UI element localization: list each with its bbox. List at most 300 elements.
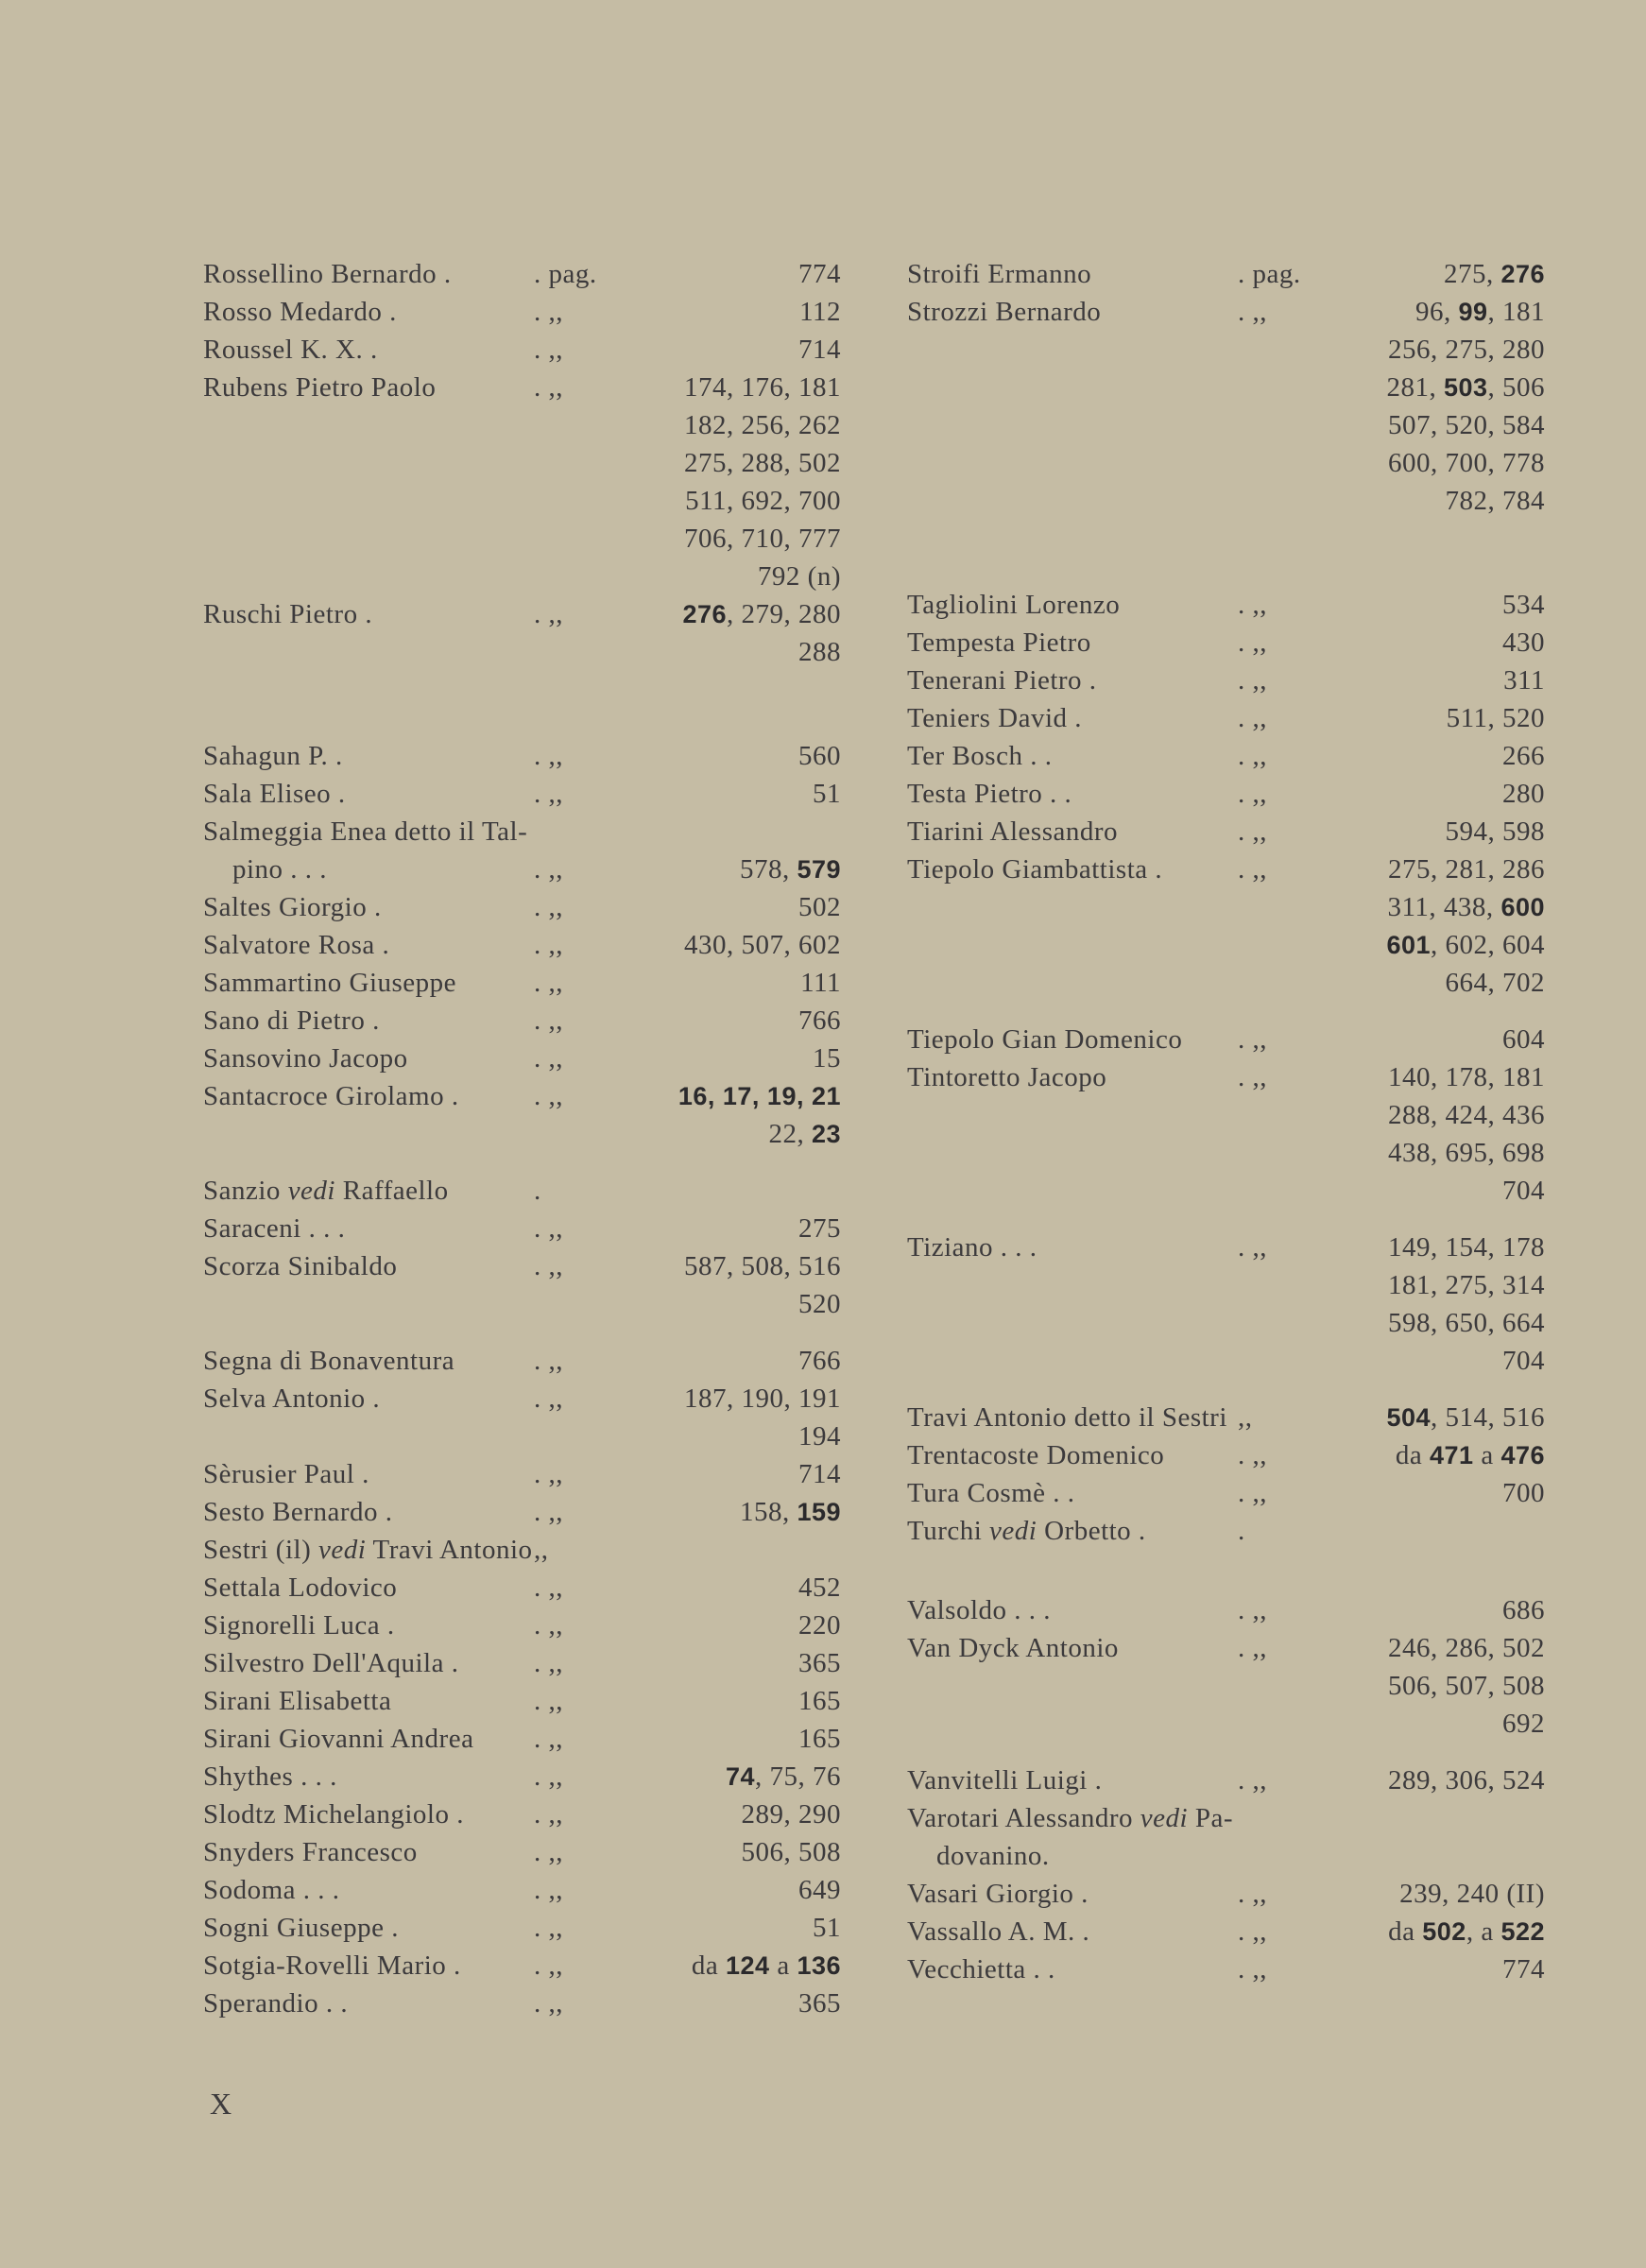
entry-pages	[643, 1040, 841, 1077]
entry-name: Vassallo A. M. .	[907, 1916, 1090, 1947]
entry-name: Rosso Medardo .	[203, 297, 397, 327]
entry-name: Sala Eliseo .	[203, 779, 346, 809]
entry-name: Teniers David .	[907, 703, 1083, 733]
page-refs-line: 22, 23	[768, 1119, 841, 1149]
entry-leader: . ,,	[1238, 627, 1267, 658]
page-refs-line: 311, 438, 600	[1387, 892, 1545, 922]
entry-leader: . ,,	[534, 1648, 563, 1678]
entry-pages	[643, 1644, 841, 1682]
page-refs-line: 96, 99, 181	[1415, 297, 1545, 327]
index-entry	[907, 1591, 1559, 1629]
index-entry	[203, 964, 855, 1002]
entry-pages	[643, 1380, 841, 1455]
page-refs-line: 275, 276	[1443, 259, 1545, 289]
index-entry	[203, 369, 855, 595]
entry-pages	[643, 964, 841, 1002]
page-refs-line: 194	[798, 1421, 841, 1452]
entry-pages	[643, 1569, 841, 1606]
entry-leader: . ,,	[534, 1799, 563, 1830]
entry-spacer	[203, 1153, 855, 1172]
page-refs-line: 15	[813, 1043, 841, 1074]
index-entry	[203, 1172, 855, 1210]
page-refs-line: 280	[1502, 779, 1545, 809]
page-refs-line: 587, 508, 516	[684, 1251, 841, 1281]
entry-name: Slodtz Michelangiolo .	[203, 1799, 464, 1830]
page-refs-line: 706, 710, 777	[684, 524, 841, 554]
entry-name: Salmeggia Enea detto il Tal-	[203, 816, 528, 847]
index-entry	[907, 1761, 1559, 1799]
entry-name: Salvatore Rosa .	[203, 930, 390, 960]
index-entry	[203, 1531, 855, 1569]
entry-leader: . ,,	[534, 854, 563, 885]
entry-name: Ruschi Pietro .	[203, 599, 373, 629]
page-refs-line: 365	[798, 1648, 841, 1678]
entry-leader: . ,,	[534, 1251, 563, 1281]
entry-name: Tempesta Pietro	[907, 627, 1091, 658]
index-entry	[203, 1796, 855, 1833]
page-refs-line: 266	[1502, 741, 1545, 771]
index-entry	[203, 1833, 855, 1871]
entry-name: Valsoldo . . .	[907, 1595, 1051, 1625]
entry-pages	[1346, 813, 1545, 850]
page-refs-line: 165	[798, 1724, 841, 1754]
entry-name: Saraceni . . .	[203, 1213, 346, 1244]
page-refs-line: 520	[798, 1289, 841, 1319]
page-refs-line: 792 (n)	[757, 561, 841, 592]
entry-pages	[1346, 1021, 1545, 1058]
entry-spacer	[907, 1550, 1559, 1591]
page-refs-line: 288	[798, 637, 841, 667]
index-entry	[907, 813, 1559, 850]
page-refs-line: 534	[1502, 590, 1545, 620]
entry-leader: .	[1238, 1516, 1245, 1546]
index-entry	[203, 737, 855, 775]
index-entry	[203, 1342, 855, 1380]
entry-pages	[1346, 1629, 1545, 1743]
entry-pages	[643, 926, 841, 964]
index-entry	[203, 1247, 855, 1323]
index-entry	[203, 813, 855, 850]
entry-pages	[643, 1947, 841, 1984]
index-entry	[907, 1474, 1559, 1512]
entry-leader: . pag.	[534, 259, 597, 289]
entry-pages	[643, 1984, 841, 2022]
entry-name: Tura Cosmè . .	[907, 1478, 1075, 1508]
entry-name: Sahagun P. .	[203, 741, 343, 771]
entry-name: Sano di Pietro .	[203, 1005, 380, 1036]
entry-leader: ,,	[1238, 1402, 1253, 1433]
page-refs-line: da 471 a 476	[1395, 1440, 1545, 1470]
entry-leader: . ,,	[1238, 1595, 1267, 1625]
index-entry	[203, 1077, 855, 1153]
entry-pages	[643, 1720, 841, 1758]
index-entry	[203, 1871, 855, 1909]
entry-leader: . ,,	[1238, 779, 1267, 809]
entry-leader: . ,,	[534, 335, 563, 365]
index-entry	[907, 1913, 1559, 1950]
index-entry	[203, 1644, 855, 1682]
page-refs-line: 275, 288, 502	[684, 448, 841, 478]
entry-leader: . ,,	[534, 372, 563, 403]
entry-name: Turchi vedi Orbetto .	[907, 1516, 1146, 1546]
entry-name: Tiepolo Gian Domenico	[907, 1024, 1183, 1055]
page-refs-line: 600, 700, 778	[1388, 448, 1545, 478]
entry-leader: . ,,	[534, 1572, 563, 1603]
index-entry	[907, 775, 1559, 813]
page-refs-line: 766	[798, 1346, 841, 1376]
page-refs-line: 365	[798, 1988, 841, 2019]
index-entry	[907, 1629, 1559, 1743]
entry-spacer	[203, 671, 855, 737]
page-refs-line: 149, 154, 178	[1388, 1232, 1545, 1263]
index-entry	[907, 699, 1559, 737]
page-refs-line: 438, 695, 698	[1388, 1138, 1545, 1168]
page-refs-line: 774	[1502, 1954, 1545, 1984]
entry-name: Settala Lodovico	[203, 1572, 398, 1603]
entry-leader: .	[534, 1176, 541, 1206]
page-refs-line: 275	[798, 1213, 841, 1244]
entry-name: Sammartino Giuseppe	[203, 968, 457, 998]
entry-name: Roussel K. X. .	[203, 335, 378, 365]
page-refs-line: 782, 784	[1445, 486, 1545, 516]
index-entry	[203, 255, 855, 293]
entry-spacer	[907, 1002, 1559, 1021]
entry-name: Shythes . . .	[203, 1761, 337, 1792]
entry-pages	[643, 850, 841, 888]
index-entry	[907, 1950, 1559, 1988]
entry-leader: . ,,	[534, 1459, 563, 1489]
entry-leader: . pag.	[1238, 259, 1301, 289]
entry-leader: . ,,	[1238, 1954, 1267, 1984]
entry-leader: . ,,	[534, 599, 563, 629]
page-refs-line: da 502, a 522	[1388, 1916, 1545, 1947]
index-entry	[203, 1682, 855, 1720]
page-refs-line: 578, 579	[739, 854, 841, 885]
entry-leader: . ,,	[534, 1913, 563, 1943]
entry-spacer	[203, 1323, 855, 1342]
entry-name: Sirani Elisabetta	[203, 1686, 392, 1716]
page-refs-line: 311	[1503, 665, 1545, 696]
index-entry	[907, 662, 1559, 699]
entry-leader: . ,,	[534, 1213, 563, 1244]
page-refs-line: 74, 75, 76	[725, 1761, 841, 1792]
entry-pages	[643, 293, 841, 331]
page-refs-line: 220	[798, 1610, 841, 1641]
page-refs-line: 246, 286, 502	[1388, 1633, 1545, 1663]
entry-pages	[1346, 1950, 1545, 1988]
page-refs-line: 704	[1502, 1346, 1545, 1376]
entry-pages	[1346, 699, 1545, 737]
entry-name: Sèrusier Paul .	[203, 1459, 369, 1489]
page-refs-line: 704	[1502, 1176, 1545, 1206]
entry-name: Rubens Pietro Paolo	[203, 372, 437, 403]
page-refs-line: 187, 190, 191	[684, 1383, 841, 1414]
entry-pages	[643, 1909, 841, 1947]
index-entry	[907, 737, 1559, 775]
page-refs-line: 276, 279, 280	[682, 599, 841, 629]
entry-leader: . ,,	[1238, 1879, 1267, 1909]
entry-name: Tiziano . . .	[907, 1232, 1037, 1263]
entry-leader: . ,,	[1238, 590, 1267, 620]
page-refs-line: 692	[1502, 1709, 1545, 1739]
entry-leader: . ,,	[534, 968, 563, 998]
entry-pages	[643, 1871, 841, 1909]
entry-leader: . ,,	[1238, 1440, 1267, 1470]
index-entry	[907, 1399, 1559, 1436]
entry-leader: . ,,	[534, 1724, 563, 1754]
entry-leader: . ,,	[1238, 1062, 1267, 1092]
entry-leader: . ,,	[534, 1081, 563, 1111]
entry-name: dovanino.	[907, 1841, 1050, 1871]
entry-leader: . ,,	[534, 779, 563, 809]
entry-leader: . ,,	[534, 741, 563, 771]
entry-leader: . ,,	[1238, 1633, 1267, 1663]
entry-name: Stroifi Ermanno	[907, 259, 1092, 289]
index-entry	[907, 1799, 1559, 1837]
entry-leader: . ,,	[534, 297, 563, 327]
entry-pages	[1346, 662, 1545, 699]
entry-pages	[643, 369, 841, 595]
entry-pages	[1346, 1436, 1545, 1474]
page-refs-line: 111	[800, 968, 841, 998]
entry-pages	[643, 1682, 841, 1720]
page-refs-line: 174, 176, 181	[684, 372, 841, 403]
page-refs-line: 165	[798, 1686, 841, 1716]
entry-leader: . ,,	[1238, 1765, 1267, 1796]
page-folio: X	[210, 2087, 232, 2121]
index-entry	[203, 1002, 855, 1040]
entry-pages	[1346, 1761, 1545, 1799]
entry-name: Strozzi Bernardo	[907, 297, 1102, 327]
entry-leader: . ,,	[1238, 1024, 1267, 1055]
page-refs-line: 51	[813, 779, 841, 809]
index-entry	[907, 1436, 1559, 1474]
entry-leader: . ,,	[534, 1761, 563, 1792]
page-refs-line: 598, 650, 664	[1388, 1308, 1545, 1338]
entry-name: Vasari Giorgio .	[907, 1879, 1089, 1909]
entry-name: Saltes Giorgio .	[203, 892, 382, 922]
index-entry	[203, 1720, 855, 1758]
index-entry	[907, 1058, 1559, 1210]
entry-name: Sotgia-Rovelli Mario .	[203, 1950, 461, 1981]
index-entry	[203, 293, 855, 331]
index-entry	[203, 850, 855, 888]
entry-name: Sestri (il) vedi Travi Antonio	[203, 1535, 533, 1565]
entry-pages	[643, 1342, 841, 1380]
entry-pages	[1346, 775, 1545, 813]
entry-name: Tiarini Alessandro	[907, 816, 1119, 847]
entry-spacer	[907, 520, 1559, 586]
entry-pages	[1346, 850, 1545, 1002]
entry-leader: . ,,	[1238, 816, 1267, 847]
entry-leader: . ,,	[534, 1383, 563, 1414]
page-refs-line: 700	[1502, 1478, 1545, 1508]
index-entry	[907, 1512, 1559, 1550]
page-refs-line: 601, 602, 604	[1386, 930, 1545, 960]
entry-pages	[1346, 1591, 1545, 1629]
entry-leader: . ,,	[1238, 665, 1267, 696]
entry-leader: . ,,	[1238, 1916, 1267, 1947]
entry-name: Varotari Alessandro vedi Pa-	[907, 1803, 1234, 1833]
entry-name: Tenerani Pietro .	[907, 665, 1097, 696]
index-entry	[907, 586, 1559, 624]
entry-name: Travi Antonio detto il Sestri	[907, 1402, 1227, 1433]
page-refs-line: 430, 507, 602	[684, 930, 841, 960]
entry-name: Sanzio vedi Raffaello	[203, 1176, 449, 1206]
entry-pages	[643, 1002, 841, 1040]
entry-name: Segna di Bonaventura	[203, 1346, 455, 1376]
entry-leader: . ,,	[534, 1043, 563, 1074]
entry-leader: . ,,	[534, 1610, 563, 1641]
page-refs-line: 140, 178, 181	[1388, 1062, 1545, 1092]
page-refs-line: 774	[798, 259, 841, 289]
index-entry	[907, 255, 1559, 293]
page-refs-line: 288, 424, 436	[1388, 1100, 1545, 1130]
index-entry	[907, 1875, 1559, 1913]
index-entry	[203, 1984, 855, 2022]
entry-leader: . ,,	[534, 1497, 563, 1527]
entry-pages	[1346, 1399, 1545, 1436]
entry-leader: . ,,	[1238, 297, 1267, 327]
index-entry	[203, 1455, 855, 1493]
entry-pages	[643, 255, 841, 293]
page-refs-line: 289, 290	[741, 1799, 841, 1830]
page-refs-line: 182, 256, 262	[684, 410, 841, 440]
entry-pages	[643, 1210, 841, 1247]
index-entry	[203, 1210, 855, 1247]
index-entry	[203, 595, 855, 671]
entry-name: Ter Bosch . .	[907, 741, 1053, 771]
page-refs-line: 766	[798, 1005, 841, 1036]
entry-leader: . ,,	[534, 1346, 563, 1376]
entry-spacer	[907, 1210, 1559, 1228]
entry-leader: . ,,	[534, 1950, 563, 1981]
entry-name: Testa Pietro . .	[907, 779, 1072, 809]
page-refs-line: 256, 275, 280	[1388, 335, 1545, 365]
entry-pages	[1346, 586, 1545, 624]
page-refs-line: 452	[798, 1572, 841, 1603]
page-refs-line: 504, 514, 516	[1386, 1402, 1545, 1433]
index-entry	[203, 888, 855, 926]
entry-leader: . ,,	[534, 1005, 563, 1036]
entry-leader: . ,,	[1238, 854, 1267, 885]
page-refs-line: 714	[798, 1459, 841, 1489]
entry-leader: . ,,	[534, 1686, 563, 1716]
page-refs-line: 506, 507, 508	[1388, 1671, 1545, 1701]
entry-name: Signorelli Luca .	[203, 1610, 395, 1641]
entry-pages	[643, 1493, 841, 1531]
entry-pages	[643, 1833, 841, 1871]
index-entry	[907, 1837, 1559, 1875]
index-entry	[203, 1040, 855, 1077]
entry-pages	[643, 1455, 841, 1493]
entry-pages	[1346, 1228, 1545, 1380]
index-entry	[203, 1380, 855, 1455]
entry-name: pino . . .	[203, 854, 328, 885]
entry-name: Silvestro Dell'Aquila .	[203, 1648, 459, 1678]
index-entry	[907, 624, 1559, 662]
entry-leader: . ,,	[534, 1837, 563, 1867]
page-refs-line: 16, 17, 19, 21	[677, 1082, 841, 1110]
index-entry	[203, 1758, 855, 1796]
page-refs-line: 506, 508	[741, 1837, 841, 1867]
entry-pages	[1346, 1058, 1545, 1210]
entry-pages	[643, 775, 841, 813]
entry-name: Tiepolo Giambattista .	[907, 854, 1163, 885]
page-refs-line: 275, 281, 286	[1388, 854, 1545, 885]
entry-leader: . ,,	[534, 1988, 563, 2019]
index-entry	[203, 1909, 855, 1947]
entry-name: Scorza Sinibaldo	[203, 1251, 398, 1281]
entry-pages	[643, 1758, 841, 1796]
index-entry	[203, 1569, 855, 1606]
entry-pages	[1346, 1913, 1545, 1950]
entry-pages	[643, 595, 841, 671]
entry-name: Vanvitelli Luigi .	[907, 1765, 1103, 1796]
entry-leader: . ,,	[1238, 1232, 1267, 1263]
index-entry	[203, 1493, 855, 1531]
page-refs-line: 511, 692, 700	[685, 486, 841, 516]
entry-name: Vecchietta . .	[907, 1954, 1055, 1984]
entry-leader: . ,,	[1238, 1478, 1267, 1508]
entry-name: Sansovino Jacopo	[203, 1043, 408, 1074]
page-refs-line: 594, 598	[1445, 816, 1545, 847]
entry-spacer	[907, 1380, 1559, 1399]
page-refs-line: 649	[798, 1875, 841, 1905]
index-entry	[907, 293, 1559, 520]
page-refs-line: 112	[799, 297, 841, 327]
entry-name: Tintoretto Jacopo	[907, 1062, 1107, 1092]
entry-leader: ,,	[534, 1535, 549, 1565]
entry-pages	[643, 737, 841, 775]
entry-leader: . ,,	[1238, 741, 1267, 771]
entry-pages	[1346, 1474, 1545, 1512]
page-refs-line: 430	[1502, 627, 1545, 658]
index-entry	[203, 1947, 855, 1984]
page-refs-line: 560	[798, 741, 841, 771]
entry-leader: . ,,	[534, 1875, 563, 1905]
entry-spacer	[907, 1743, 1559, 1761]
entry-pages	[1346, 737, 1545, 775]
page-refs-line: 507, 520, 584	[1388, 410, 1545, 440]
page-refs-line: 181, 275, 314	[1388, 1270, 1545, 1300]
entry-pages	[1346, 293, 1545, 520]
page-refs-line: 281, 503, 506	[1386, 372, 1545, 403]
entry-leader: . ,,	[534, 892, 563, 922]
index-column-right	[907, 255, 1559, 1988]
index-entry	[203, 926, 855, 964]
entry-name: Sodoma . . .	[203, 1875, 340, 1905]
entry-name: Rossellino Bernardo .	[203, 259, 452, 289]
entry-name: Van Dyck Antonio	[907, 1633, 1119, 1663]
entry-pages	[643, 1606, 841, 1644]
entry-pages	[1346, 624, 1545, 662]
page-refs-line: 604	[1502, 1024, 1545, 1055]
index-entry	[203, 1606, 855, 1644]
index-entry	[907, 1228, 1559, 1380]
entry-pages	[1346, 1875, 1545, 1913]
page-refs-line: da 124 a 136	[691, 1950, 841, 1981]
entry-name: Sirani Giovanni Andrea	[203, 1724, 474, 1754]
entry-name: Sperandio . .	[203, 1988, 349, 2019]
page-refs-line: 158, 159	[739, 1497, 841, 1527]
page-refs-line: 714	[798, 335, 841, 365]
page-refs-line: 289, 306, 524	[1388, 1765, 1545, 1796]
entry-pages	[643, 1077, 841, 1153]
index-entry	[203, 775, 855, 813]
index-entry	[907, 850, 1559, 1002]
entry-pages	[643, 888, 841, 926]
